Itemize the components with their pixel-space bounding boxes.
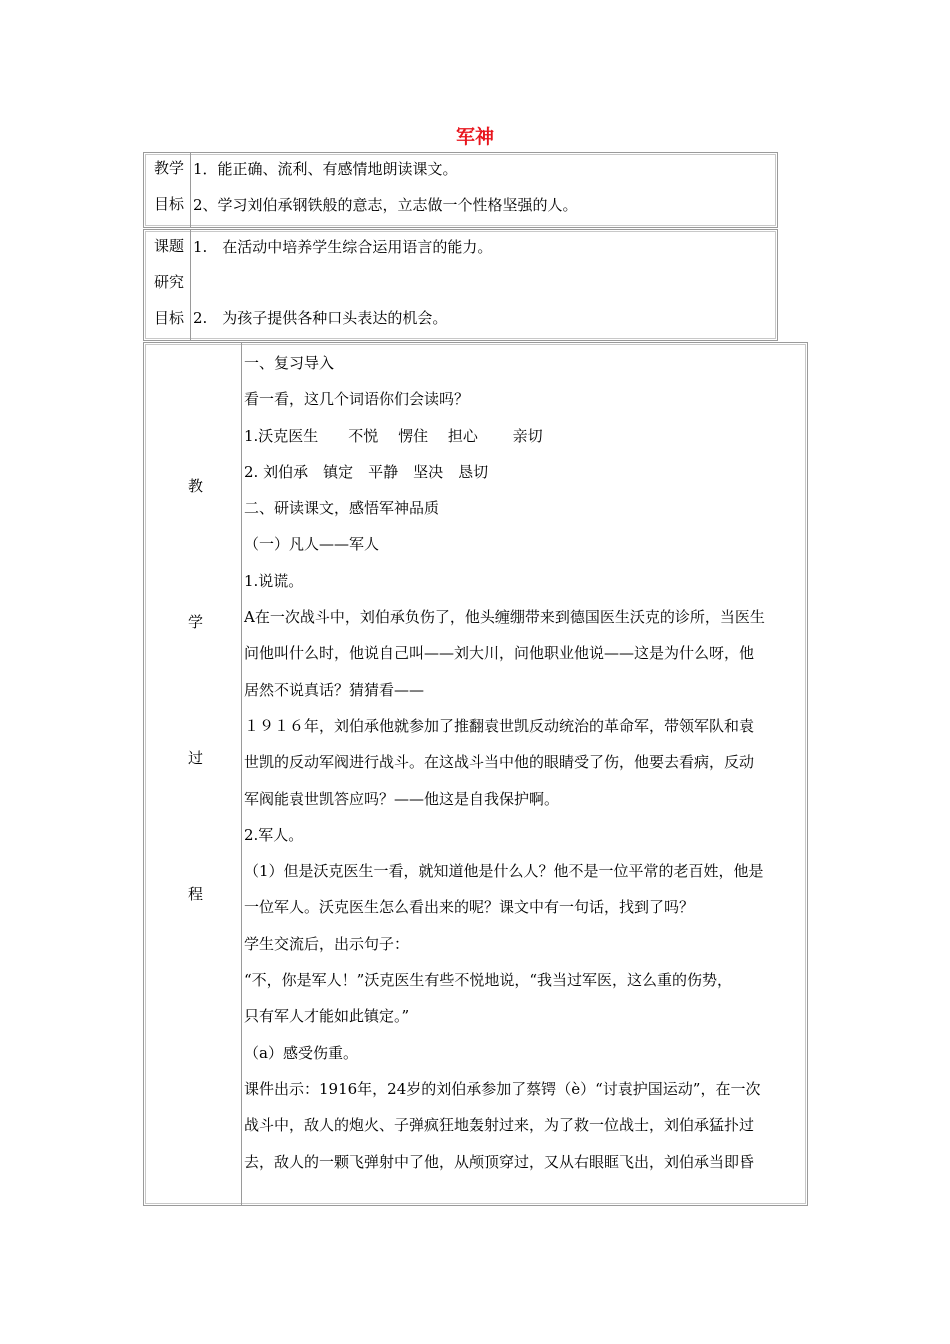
research-item-1: 1. 在活动中培养学生综合运用语言的能力。: [193, 238, 493, 256]
objectives-label-2: 目标: [153, 195, 184, 213]
process-content: [244, 345, 834, 1180]
research-label-3: 目标: [153, 309, 184, 327]
process-line: 世凯的反动军阀进行战斗。在这战斗当中他的眼睛受了伤，他要去看病，反动: [244, 753, 755, 772]
page-title: 军神: [455, 126, 494, 148]
process-label-4: 程: [188, 885, 204, 903]
process-line: 课件出示：1916年，24岁的刘伯承参加了蔡锷（è）“讨袁护国运动”，在一次: [244, 1079, 761, 1098]
objective-item-2: 2、学习刘伯承钢铁般的意志，立志做一个性格坚强的人。: [193, 196, 578, 214]
process-line: 只有军人才能如此镇定。”: [244, 1007, 410, 1026]
process-line: A在一次战斗中，刘伯承负伤了，他头缠绷带来到德国医生沃克的诊所，当医生: [244, 608, 765, 627]
process-line: 居然不说真话？猜猜看——: [244, 680, 425, 699]
objective-item-1: 1．能正确、流利、有感情地朗读课文。: [193, 160, 458, 178]
process-line: 一位军人。沃克医生怎么看出来的呢？课文中有一句话，找到了吗？: [244, 898, 695, 917]
process-line: 1.说谎。: [244, 571, 304, 590]
process-line: 战斗中，敌人的炮火、子弹疯狂地轰射过来，为了救一位战士，刘伯承猛扑过: [244, 1116, 755, 1135]
process-line: “不，你是军人！”沃克医生有些不悦地说，“我当过军医，这么重的伤势，: [244, 971, 733, 990]
process-line: 一、复习导入: [244, 354, 335, 372]
process-line: （一）凡人——军人: [244, 535, 380, 554]
process-line: 看一看，这几个词语你们会读吗？: [244, 390, 470, 409]
process-line: 2. 刘伯承 镇定 平静 坚决 恳切: [244, 462, 489, 481]
process-line: （a）感受伤重。: [244, 1043, 358, 1062]
research-item-2: 2. 为孩子提供各种口头表达的机会。: [193, 309, 448, 327]
process-label-3: 过: [188, 749, 204, 767]
research-label-2: 研究: [153, 273, 184, 291]
research-label-1: 课题: [153, 237, 184, 255]
process-line: １９１６年，刘伯承他就参加了推翻袁世凯反动统治的革命军，带领军队和袁: [244, 716, 755, 735]
process-line: 1.沃克医生 不悦 愣住 担心 亲切: [244, 426, 543, 445]
process-line: 2.军人。: [244, 825, 304, 844]
process-line: （1）但是沃克医生一看，就知道他是什么人？他不是一位平常的老百姓，他是: [244, 862, 764, 881]
process-line: 军阀能袁世凯答应吗？——他这是自我保护啊。: [244, 789, 560, 808]
process-line: 去，敌人的一颗飞弹射中了他，从颅顶穿过，又从右眼眶飞出，刘伯承当即昏: [244, 1152, 755, 1171]
process-divider: [241, 342, 242, 1206]
process-label-1: 教: [188, 477, 204, 495]
objectives-label-1: 教学: [153, 159, 184, 177]
process-label-2: 学: [188, 613, 204, 631]
process-line: 二、研读课文，感悟军神品质: [244, 499, 440, 518]
process-line: 学生交流后，出示句子：: [244, 934, 410, 953]
process-line: 问他叫什么时，他说自己叫——刘大川，问他职业他说——这是为什么呀，他: [244, 644, 755, 663]
